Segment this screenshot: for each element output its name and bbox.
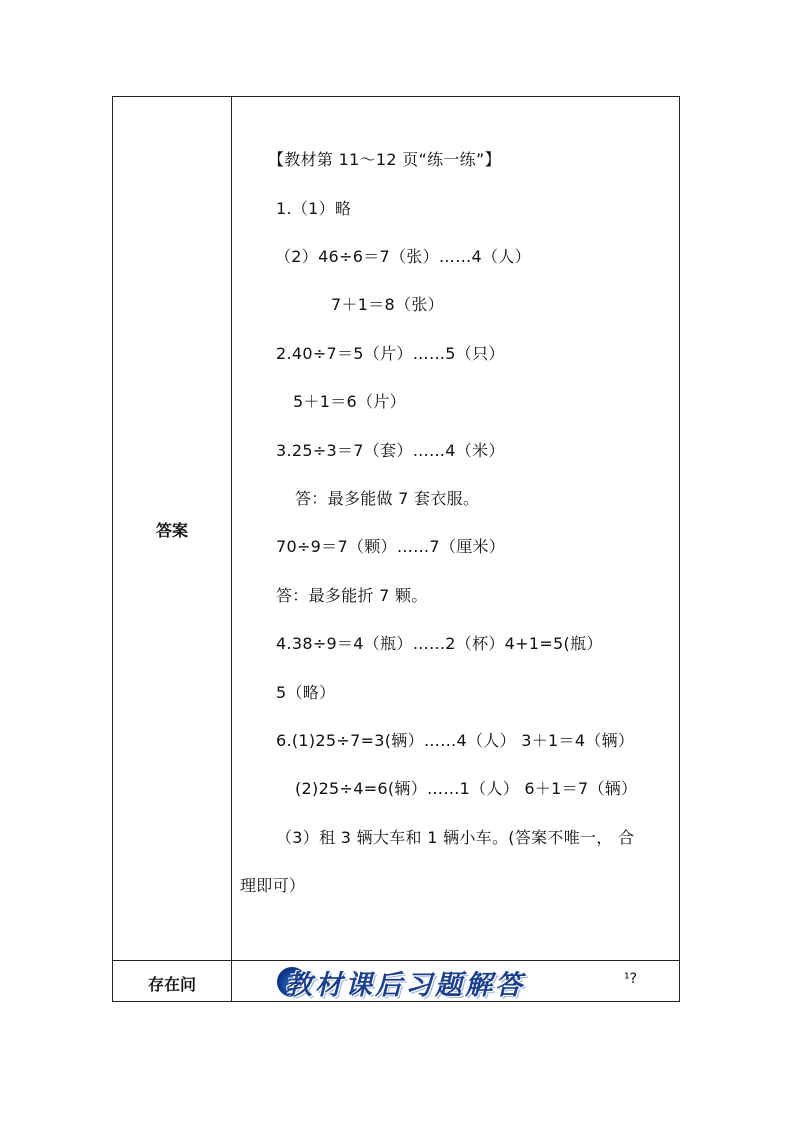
answer-line: 理即可） [240, 876, 306, 895]
answer-line: 2.40÷7＝5（片）……5（只） [276, 344, 505, 363]
answer-line: （3）租 3 辆大车和 1 辆小车。(答案不唯一， 合 [276, 828, 635, 847]
answer-line: 70÷9＝7（颗）……7（厘米） [276, 537, 506, 556]
answer-label: 答案 [155, 521, 188, 540]
answer-line: （2）46÷6＝7（张）……4（人） [275, 247, 531, 266]
answer-line: 1.（1）略 [276, 199, 352, 218]
watermark-banner [277, 963, 622, 1001]
truncated-text: ¹? [624, 971, 638, 987]
answer-line: 6.(1)25÷7=3(辆）……4（人） 3＋1＝4（辆） [276, 731, 635, 750]
answer-line: 答：最多能折 7 颗。 [276, 586, 428, 605]
section-heading: 【教材第 11～12 页“练一练”】 [268, 150, 501, 169]
issue-label: 存在问 [147, 975, 196, 994]
column-divider [231, 97, 232, 1001]
row-divider [113, 960, 679, 961]
banner-text: 教材课后习题解答 [285, 969, 525, 1001]
answer-line: 5（略） [276, 683, 336, 702]
answer-line: 7＋1＝8（张） [331, 295, 444, 314]
answer-line: 3.25÷3＝7（套）……4（米） [276, 441, 505, 460]
answer-table [112, 96, 680, 1002]
answer-line: (2)25÷4=6(辆）……1（人） 6＋1＝7（辆） [295, 779, 638, 798]
answer-line: 5＋1＝6（片） [293, 392, 406, 411]
answer-line: 答：最多能做 7 套衣服。 [295, 489, 480, 508]
answer-line: 4.38÷9＝4（瓶）……2（杯）4+1=5(瓶） [276, 634, 603, 653]
